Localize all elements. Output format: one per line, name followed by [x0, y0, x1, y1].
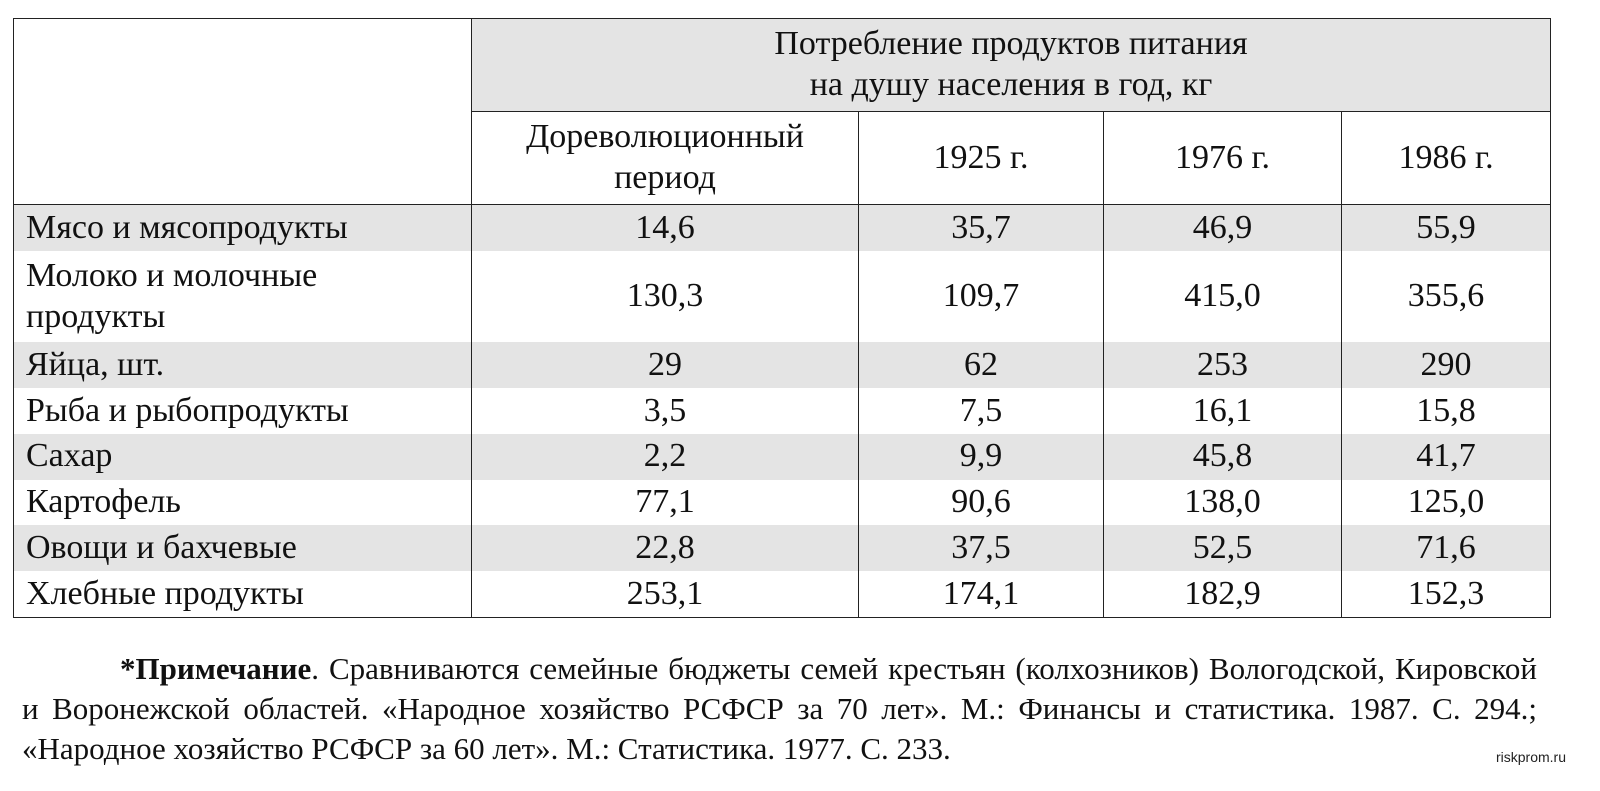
table-row — [14, 251, 1551, 343]
table-row — [14, 342, 1551, 388]
row-label — [14, 571, 472, 617]
value-cell: 7,5 — [859, 388, 1104, 434]
row-label-line: Мясо и мясопродукты — [26, 208, 348, 246]
value-cell: 22,8 — [472, 525, 859, 571]
table-row — [14, 525, 1551, 571]
column-header-line: 1976 г. — [1174, 138, 1271, 176]
group-header-line-1: Потребление продуктов питания — [774, 25, 1248, 63]
row-label-line: Рыба и рыбопродукты — [26, 391, 349, 429]
value-cell: 77,1 — [472, 480, 859, 526]
group-header-line-2: на душу населения в год, кг — [809, 66, 1213, 103]
footnote — [22, 649, 1537, 769]
value-cell: 29 — [472, 342, 859, 388]
row-label-line: Хлебные продукты — [26, 574, 304, 612]
value-cell: 415,0 — [1104, 251, 1342, 343]
value-cell: 52,5 — [1104, 525, 1342, 571]
value-cell: 2,2 — [472, 434, 859, 480]
row-label-line: Овощи и бахчевые — [26, 528, 297, 566]
row-label — [14, 251, 472, 343]
table-body — [14, 205, 1551, 618]
table-row — [14, 571, 1551, 617]
value-cell: 9,9 — [859, 434, 1104, 480]
footnote-text: . Сравниваются семейные бюджеты семей крестьян (колхозников) Вологодской, Кировской и Воронежской областей. «Народное хозяйство РСФСР за 70 лет». М.: Финансы и статистика. 1987. С. 294.; «Народное хозяйство РСФСР за 60 лет». М.: Статистика. 1977. С. 233. — [22, 651, 1537, 766]
row-label-line: Сахар — [26, 437, 113, 475]
value-cell: 290 — [1342, 342, 1551, 388]
table-row — [14, 480, 1551, 526]
row-label-line: Картофель — [26, 483, 181, 521]
row-label — [14, 205, 472, 251]
corner-cell — [14, 19, 472, 205]
value-cell: 16,1 — [1104, 388, 1342, 434]
value-cell: 15,8 — [1342, 388, 1551, 434]
row-label — [14, 480, 472, 526]
table-row — [14, 434, 1551, 480]
table-row — [14, 205, 1551, 251]
value-cell: 138,0 — [1104, 480, 1342, 526]
value-cell: 355,6 — [1342, 251, 1551, 343]
value-cell: 109,7 — [859, 251, 1104, 343]
value-cell: 182,9 — [1104, 571, 1342, 617]
value-cell: 35,7 — [859, 205, 1104, 251]
value-cell: 41,7 — [1342, 434, 1551, 480]
row-label-line: Яйца, шт. — [26, 345, 165, 383]
value-cell: 152,3 — [1342, 571, 1551, 617]
column-header-line: период — [614, 159, 716, 196]
value-cell: 253,1 — [472, 571, 859, 617]
row-label — [14, 342, 472, 388]
column-header-1986 — [1342, 112, 1551, 205]
column-header-line: 1925 г. — [933, 138, 1029, 176]
group-header — [472, 19, 1551, 112]
column-header-line: Дореволюционный — [526, 118, 804, 156]
value-cell: 37,5 — [859, 525, 1104, 571]
value-cell: 253 — [1104, 342, 1342, 388]
footnote-label: *Примечание — [120, 651, 312, 686]
column-header-line: 1986 г. — [1398, 138, 1494, 176]
value-cell: 3,5 — [472, 388, 859, 434]
value-cell: 174,1 — [859, 571, 1104, 617]
value-cell: 46,9 — [1104, 205, 1342, 251]
column-header-prerevolutionary — [472, 112, 859, 205]
row-label-line: Молоко и молочные — [26, 256, 318, 294]
column-header-1976 — [1104, 112, 1342, 205]
value-cell: 45,8 — [1104, 434, 1342, 480]
value-cell: 130,3 — [472, 251, 859, 343]
row-label — [14, 525, 472, 571]
value-cell: 71,6 — [1342, 525, 1551, 571]
value-cell: 125,0 — [1342, 480, 1551, 526]
consumption-table — [13, 18, 1551, 618]
value-cell: 55,9 — [1342, 205, 1551, 251]
table-row — [14, 388, 1551, 434]
watermark: riskprom.ru — [1495, 749, 1566, 765]
value-cell: 90,6 — [859, 480, 1104, 526]
row-label — [14, 434, 472, 480]
column-header-1925 — [859, 112, 1104, 205]
value-cell: 14,6 — [472, 205, 859, 251]
row-label-line: продукты — [26, 297, 166, 335]
row-label — [14, 388, 472, 434]
value-cell: 62 — [859, 342, 1104, 388]
